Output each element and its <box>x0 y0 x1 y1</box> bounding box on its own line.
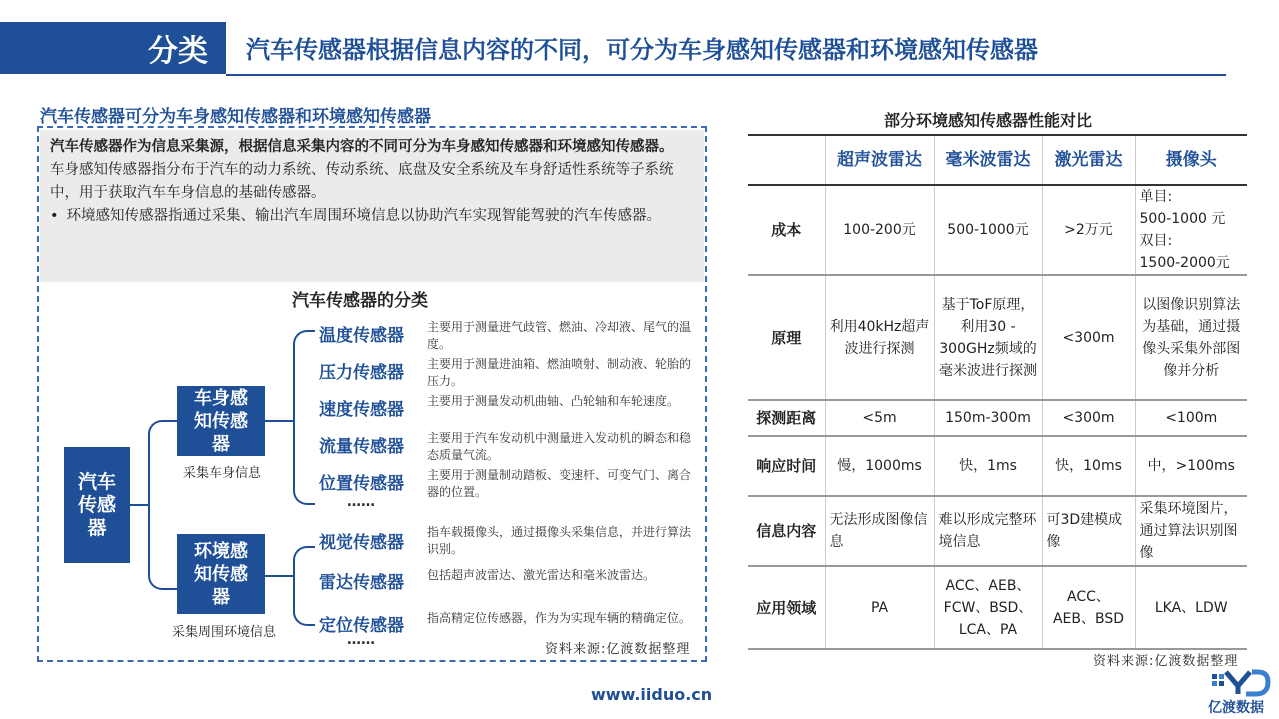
column-header: 超声波雷达 <box>825 135 934 185</box>
left-panel-title: 汽车传感器可分为车身感知传感器和环境感知传感器 <box>40 107 431 127</box>
page-title: 汽车传感器根据信息内容的不同，可分为车身感知传感器和环境感知传感器 <box>246 36 1038 64</box>
table-row <box>748 496 1247 566</box>
sensor-flow: 流量传感器 <box>319 437 404 457</box>
table-cell: 快，1ms <box>934 436 1042 496</box>
table-cell: <5m <box>825 400 934 436</box>
header-divider <box>226 74 1226 76</box>
sensor-desc: 包括超声波雷达、激光雷达和毫米波雷达。 <box>427 568 656 582</box>
row-label: 响应时间 <box>748 436 825 496</box>
row-label: 探测距离 <box>748 400 825 436</box>
root-brace <box>148 420 177 590</box>
sensor-speed: 速度传感器 <box>319 400 404 420</box>
table-cell: 以图像识别算法为基础，通过摄像头采集外部图像并分析 <box>1135 275 1247 400</box>
table-cell: 无法形成图像信息 <box>825 496 934 566</box>
table-cell: <300m <box>1042 400 1135 436</box>
table-cell: <300m <box>1042 275 1135 400</box>
row-label: 应用领域 <box>748 566 825 649</box>
column-header: 摄像头 <box>1135 135 1247 185</box>
table-row <box>748 400 1247 436</box>
table-cell: 500-1000元 <box>934 185 1042 275</box>
column-header: 激光雷达 <box>1042 135 1135 185</box>
intro-paragraph-2: 环境感知传感器指通过采集、输出汽车周围环境信息以协助汽车实现智能驾驶的汽车传感器。 <box>66 208 662 224</box>
sensor-position: 位置传感器 <box>319 474 404 494</box>
table-cell: 中，>100ms <box>1135 436 1247 496</box>
comparison-table <box>748 134 1247 650</box>
connector <box>265 420 293 422</box>
table-cell: 慢，1000ms <box>825 436 934 496</box>
car-brace <box>293 330 315 505</box>
connector <box>130 504 148 506</box>
sensor-positioning: 定位传感器 <box>319 616 404 636</box>
table-cell: ACC、AEB、BSD <box>1042 566 1135 649</box>
table-cell: 难以形成完整环境信息 <box>934 496 1042 566</box>
row-label: 原理 <box>748 275 825 400</box>
sensor-desc: 主要用于测量进油箱、燃油喷射、制动液、轮胎的压力。 <box>427 357 692 388</box>
sensor-desc: 主要用于汽车发动机中测量进入发动机的瞬态和稳态质量气流。 <box>427 431 692 462</box>
ellipsis: …… <box>347 494 375 510</box>
sensor-radar: 雷达传感器 <box>319 573 404 593</box>
table-cell: 可3D建模成像 <box>1042 496 1135 566</box>
ellipsis: …… <box>347 632 375 648</box>
table-cell: 150m-300m <box>934 400 1042 436</box>
connector <box>265 575 293 577</box>
sensor-pressure: 压力传感器 <box>319 363 404 383</box>
sensor-vision: 视觉传感器 <box>319 533 404 553</box>
sensor-desc: 主要用于测量发动机曲轴、凸轮轴和车轮速度。 <box>427 394 680 408</box>
table-cell: 单目: 500-1000 元 双目: 1500-2000元 <box>1135 185 1247 275</box>
row-label: 信息内容 <box>748 496 825 566</box>
corner-cell <box>748 135 825 185</box>
table-cell: 利用40kHz超声波进行探测 <box>825 275 934 400</box>
intro-box <box>40 130 704 282</box>
table-cell: >2万元 <box>1042 185 1135 275</box>
table-cell: ACC、AEB、FCW、BSD、LCA、PA <box>934 566 1042 649</box>
intro-bullet <box>50 205 694 228</box>
section-tag: 分类 <box>148 34 208 69</box>
website-link[interactable]: www.iiduo.cn <box>591 685 713 704</box>
table-cell: LKA、LDW <box>1135 566 1247 649</box>
sensor-desc: 指车载摄像头，通过摄像头采集信息，并进行算法识别。 <box>427 525 692 556</box>
table-row <box>748 275 1247 400</box>
intro-paragraph-1: 车身感知传感器指分布于汽车的动力系统、传动系统、底盘及安全系统及车身舒适性系统等子系统中，用于获取汽车车身信息的基础传感器。 <box>50 162 674 201</box>
table-cell: 采集环境图片，通过算法识别图像 <box>1135 496 1247 566</box>
table-title: 部分环境感知传感器性能对比 <box>884 111 1093 130</box>
sensor-desc: 主要用于测量进气歧管、燃油、冷却液、尾气的温度。 <box>427 320 692 351</box>
table-cell: PA <box>825 566 934 649</box>
tree-title: 汽车传感器的分类 <box>292 291 428 311</box>
logo-text: 亿渡数据 <box>1208 700 1264 716</box>
table-cell: 基于ToF原理，利用30 - 300GHz频域的毫米波进行探测 <box>934 275 1042 400</box>
env-caption: 采集周围环境信息 <box>172 625 277 640</box>
table-cell: 100-200元 <box>825 185 934 275</box>
sensor-desc: 指高精定位传感器，作为为实现车辆的精确定位。 <box>427 611 692 625</box>
env-sensor-node: 环境感知传感器 <box>177 534 265 614</box>
left-source-note: 资料来源:亿渡数据整理 <box>545 642 691 657</box>
intro-bold: 汽车传感器作为信息采集源，根据信息采集内容的不同可分为车身感知传感器和环境感知传感器。 <box>50 139 674 155</box>
row-label: 成本 <box>748 185 825 275</box>
right-source-note: 资料来源:亿渡数据整理 <box>1093 654 1239 669</box>
table-row <box>748 185 1247 275</box>
car-sensor-node: 车身感知传感器 <box>177 386 265 456</box>
env-brace <box>293 546 315 626</box>
table-cell: 快，10ms <box>1042 436 1135 496</box>
table-row <box>748 566 1247 649</box>
car-caption: 采集车身信息 <box>183 466 262 481</box>
table-cell: <100m <box>1135 400 1247 436</box>
table-row <box>748 436 1247 496</box>
root-node: 汽车传感器 <box>64 447 130 563</box>
column-header: 毫米波雷达 <box>934 135 1042 185</box>
sensor-temperature: 温度传感器 <box>319 326 404 346</box>
sensor-desc: 主要用于测量制动踏板、变速杆、可变气门、离合器的位置。 <box>427 468 692 499</box>
table-header-row <box>748 135 1247 185</box>
